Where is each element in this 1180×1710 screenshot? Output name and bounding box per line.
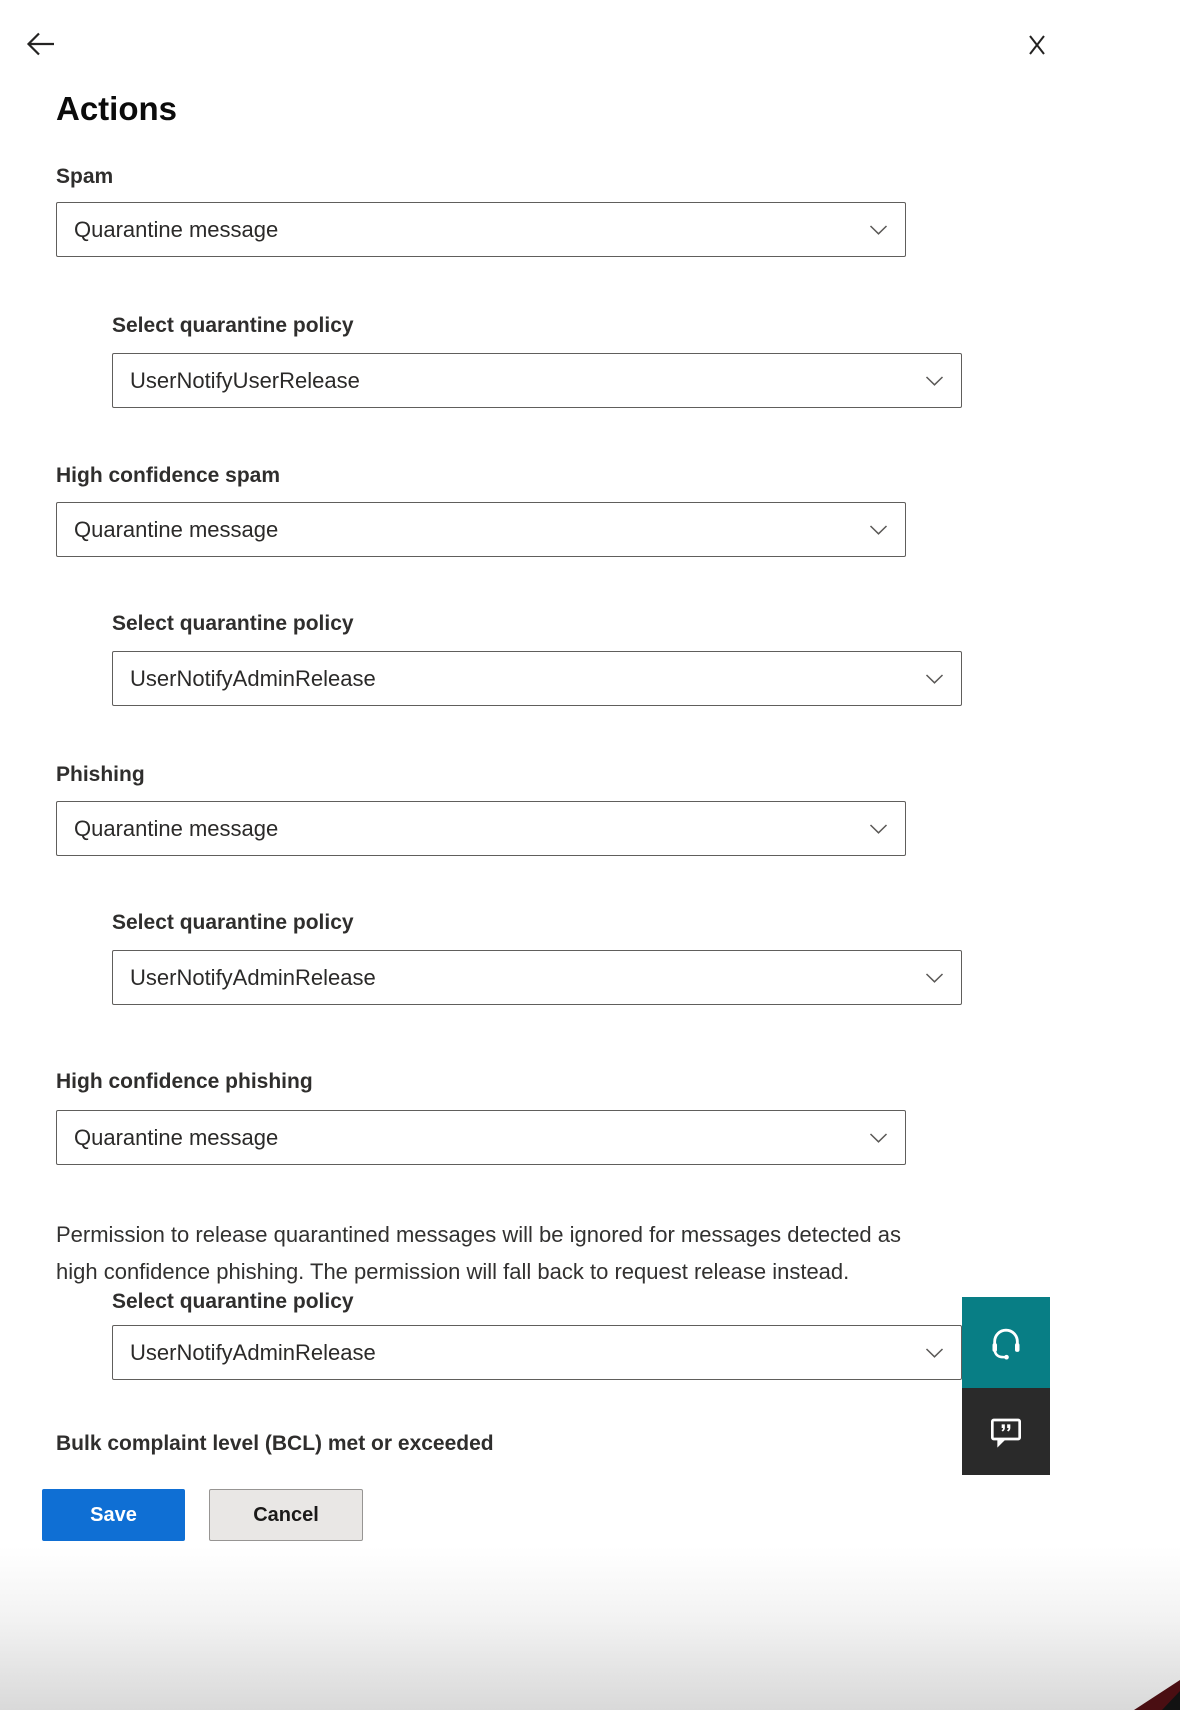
support-widget-button[interactable] [962,1297,1050,1388]
feedback-widget-button[interactable] [962,1388,1050,1475]
chevron-down-icon [869,1132,888,1143]
high-confidence-phishing-action-dropdown[interactable] [56,1110,906,1165]
high-confidence-phishing-note: Permission to release quarantined messages will be ignored for messages detected as high confidence phishing. The permission will fall back to request release instead. [56,1222,902,1284]
high-confidence-spam-quarantine-policy-dropdown[interactable] [112,651,962,706]
back-button[interactable] [23,26,59,62]
chevron-down-icon [869,224,888,235]
spam-quarantine-policy-dropdown[interactable] [112,353,962,408]
headset-icon [986,1323,1026,1363]
selected-value: UserNotifyUserRelease [130,367,360,393]
selected-value: UserNotifyAdminRelease [130,1339,376,1365]
speech-bubble-quotes-icon [986,1412,1026,1452]
phishing-action-dropdown[interactable] [56,801,906,856]
field-label-phishing: Phishing [56,763,145,786]
spam-action-dropdown[interactable] [56,202,906,257]
selected-value: Quarantine message [74,1124,279,1150]
selected-value: UserNotifyAdminRelease [130,964,376,990]
chevron-down-icon [925,673,944,684]
high-confidence-spam-action-dropdown[interactable] [56,502,906,557]
page-title: Actions [56,90,178,127]
phishing-quarantine-policy-dropdown[interactable] [112,950,962,1005]
cancel-button[interactable]: Cancel [209,1489,363,1541]
close-button[interactable] [1018,26,1056,64]
selected-value: Quarantine message [74,815,279,841]
high-confidence-phishing-quarantine-policy-dropdown[interactable] [112,1325,962,1380]
field-label-select-quarantine-policy: Select quarantine policy [112,1290,354,1313]
field-label-select-quarantine-policy: Select quarantine policy [112,612,354,635]
field-label-spam: Spam [56,165,114,188]
selected-value: UserNotifyAdminRelease [130,665,376,691]
chevron-down-icon [869,823,888,834]
arrow-left-icon [23,50,59,65]
section-label-bulk-complaint-level: Bulk complaint level (BCL) met or exceeded [56,1432,494,1455]
chevron-down-icon [925,375,944,386]
selected-value: Quarantine message [74,516,279,542]
save-button[interactable]: Save [42,1489,185,1541]
bottom-gradient-band [0,1547,1180,1710]
corner-background-sliver [1120,1680,1180,1710]
field-label-select-quarantine-policy: Select quarantine policy [112,314,354,337]
close-icon [1018,52,1056,67]
field-label-high-confidence-spam: High confidence spam [56,464,281,487]
chevron-down-icon [869,524,888,535]
selected-value: Quarantine message [74,216,279,242]
chevron-down-icon [925,1347,944,1358]
field-label-high-confidence-phishing: High confidence phishing [56,1070,313,1093]
chevron-down-icon [925,972,944,983]
field-label-select-quarantine-policy: Select quarantine policy [112,911,354,934]
